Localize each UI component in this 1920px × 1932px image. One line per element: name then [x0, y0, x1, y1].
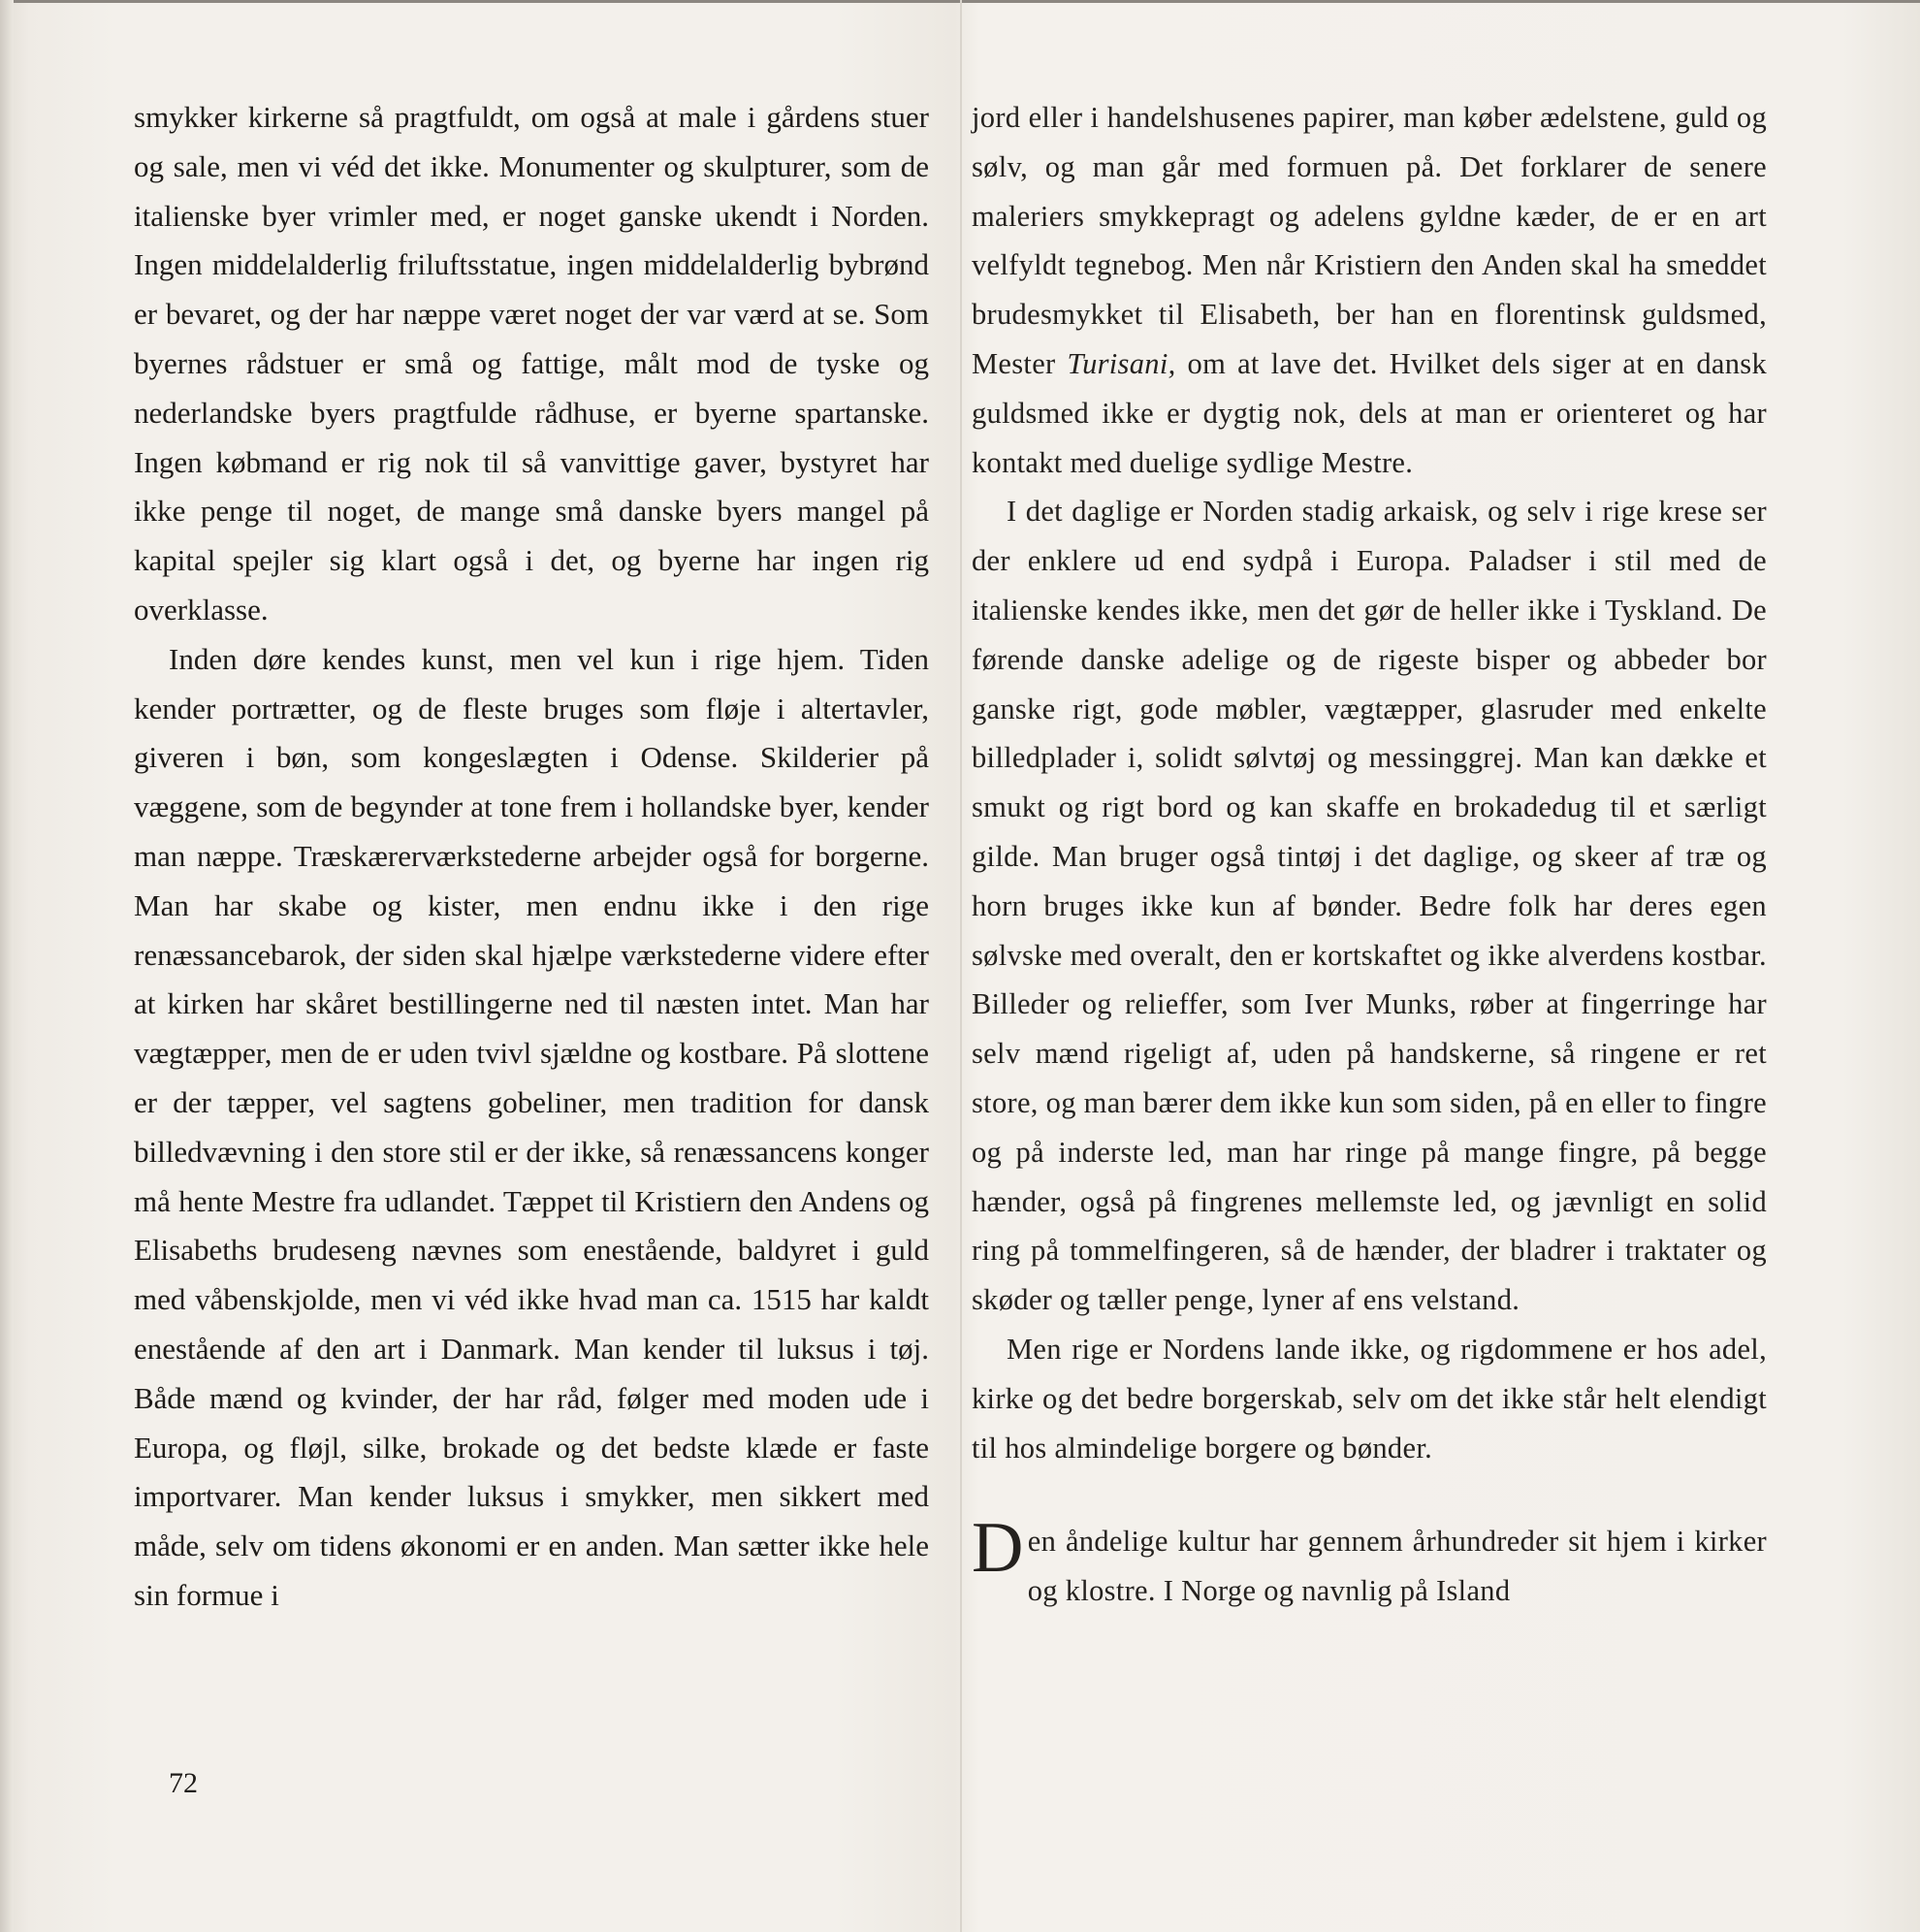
- left-paragraph-2: Inden døre kendes kunst, men vel kun i rige hjem. Tiden kender portrætter, og de fleste bruges som fløje i altertavler, giveren i bøn, som kongeslægten i Odense. Skilderier på væggene, som de begynder at tone frem i hollandske byer, kender man næppe. Træskærerværkstederne arbejder også for borgerne. Man har skabe og kister, men endnu ikke i den rige renæssancebarok, der siden skal hjælpe værkstederne videre efter at kirken har skåret bestillingerne ned til næsten intet. Man har vægtæpper, men de er uden tvivl sjældne og kostbare. På slottene er der tæpper, vel sagtens gobeliner, men tradition for dansk billedvævning i den store stil er der ikke, så renæssancens konger må hente Mestre fra udlandet. Tæppet til Kristiern den Andens og Elisabeths brudeseng nævnes som enestående, baldyret i guld med våbenskjolde, men vi véd ikke hvad man ca. 1515 har kaldt enestående af den art i Danmark. Man kender til luksus i tøj. Både mænd og kvinder, der har råd, følger med moden ude i Europa, og fløjl, silke, brokade og det bedste klæde er faste importvarer. Man kender luksus i smykker, men sikkert med måde, selv om tidens økonomi er en anden. Man sætter ikke hele sin formue i: [134, 641, 929, 1612]
- left-paragraph-1: smykker kirkerne så pragtfuldt, om også at male i gårdens stuer og sale, men vi véd det ikke. Monumenter og skulpturer, som de italienske byer vrimler med, er noget ganske ukendt i Norden. Ingen middelalderlig friluftsstatue, ingen middelalderlig bybrønd er bevaret, og der har næppe været noget der var værd at se. Som byernes rådstuer er små og fattige, målt mod de tyske og nederlandske byers pragtfulde rådhuse, er byerne spartanske. Ingen købmand er rig nok til så vanvittige gaver, bystyret har ikke penge til noget, de mange små danske byers mangel på kapital spejler sig klart også i det, og byerne har ingen rig overklasse.: [134, 100, 929, 627]
- right-column: [972, 93, 1767, 1616]
- section-opening-text: en åndelige kultur har gennem århundreder sit hjem i kirker og klostre. I Norge og navnlig på Island: [1027, 1525, 1767, 1608]
- section-break-space: [972, 1472, 1767, 1517]
- page-number: 72: [169, 1767, 198, 1799]
- right-paragraph-1: [972, 93, 1767, 487]
- drop-cap-letter: D: [972, 1508, 1024, 1589]
- goldsmith-name-italic: Turisani,: [1067, 346, 1176, 380]
- right-paragraph-2: I det daglige er Norden stadig arkaisk, og selv i rige krese ser der enklere ud end sydpå i Europa. Paladser i stil med de italienske kendes ikke, men det gør de heller ikke i Tyskland. De førende danske adelige og de rigeste bisper og abbeder bor ganske rigt, gode møbler, vægtæpper, glasruder med enkelte billedplader i, solidt sølvtøj og messinggrej. Man kan dække et smukt og rigt bord og kan skaffe en brokadedug til et særligt gilde. Man bruger også tintøj i det daglige, og skeer af træ og horn bruges ikke kun af bønder. Bedre folk har deres egen sølvske med overalt, den er kortskaftet og ikke alverdens kostbar. Billeder og relieffer, som Iver Munks, røber at fingerringe har selv mænd rigeligt af, uden på handskerne, så ringene er ret store, og man bærer dem ikke kun som siden, på en eller to fingre og på inderste led, man har ringe på mange fingre, på begge hænder, også på fingrenes mellemste led, og jævnligt en solid ring på tommelfingeren, så de hænder, der bladrer i traktater og skøder og tæller penge, lyner af ens velstand.: [972, 495, 1767, 1317]
- right-paragraph-1-text-a: jord eller i handelshusenes papirer, man køber ædelstene, guld og sølv, og man går med formuen på. Det forklarer de senere maleriers smykkepragt og adelens gyldne kæder, de er en art velfyldt tegnebog. Men når Kristiern den Anden skal ha smeddet brudesmykket til Elisabeth, ber han en florentinsk guldsmed, Mester: [972, 101, 1767, 380]
- page-left-edge: [0, 0, 14, 1932]
- right-paragraph-1-text-b: om at lave det. Hvilket dels siger at en dansk guldsmed ikke er dygtig nok, dels at man er orienteret og har kontakt med duelige sydlige Mestre.: [972, 346, 1767, 479]
- column-gutter: [960, 0, 962, 1932]
- right-paragraph-3: Men rige er Nordens lande ikke, og rigdommene er hos adel, kirke og det bedre borgerskab, selv om det ikke står helt elendigt til hos almindelige borgere og bønder.: [972, 1332, 1767, 1465]
- section-opening-paragraph: [972, 1508, 1767, 1616]
- left-column: [134, 93, 929, 1621]
